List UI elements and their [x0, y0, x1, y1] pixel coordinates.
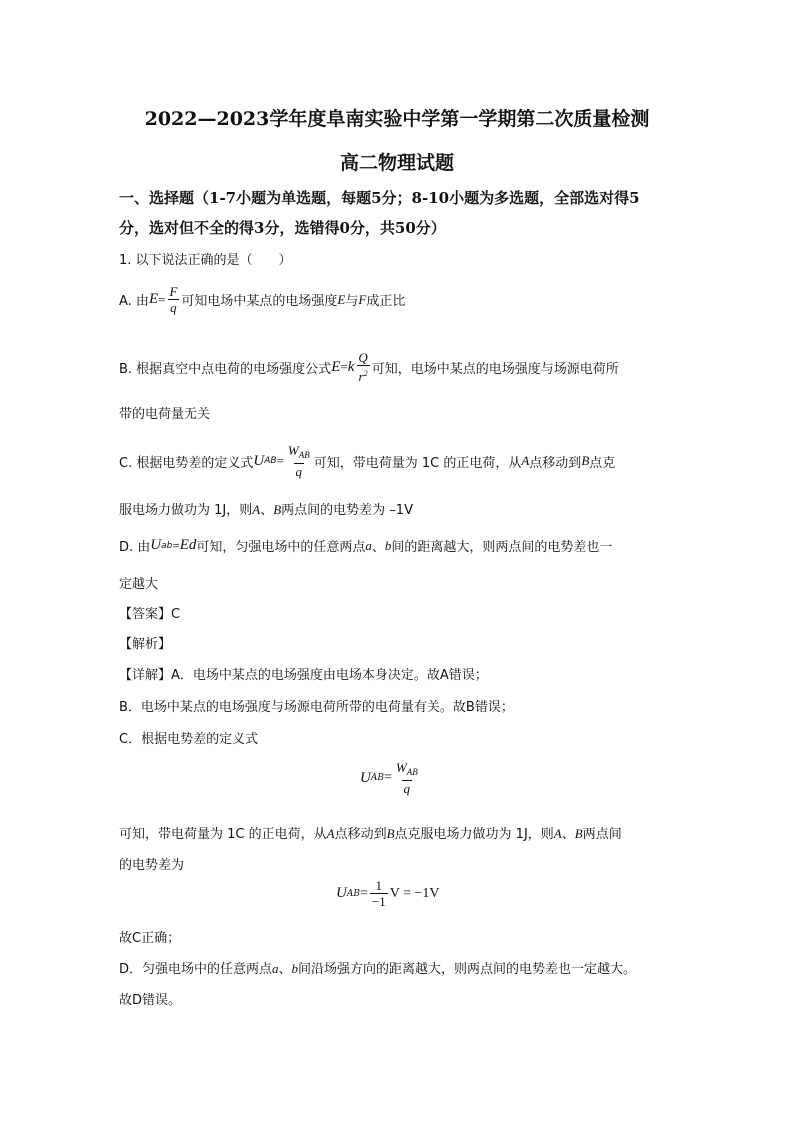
option-b-den-wrap [357, 365, 370, 384]
option-a-var2: F [358, 291, 367, 307]
detail-a [119, 664, 488, 683]
detail-c-var-b2: B [574, 826, 583, 841]
option-b-fraction [356, 350, 369, 384]
detail-a-text: A．电场中某点的电场强度由电场本身决定。故A错误； [171, 668, 488, 683]
option-c-eq: = [276, 453, 284, 468]
option-a [119, 284, 405, 315]
option-b-num: Q [358, 350, 368, 365]
option-a-suffix3: 成正比 [366, 294, 406, 309]
option-c-cont-a: A [252, 502, 261, 517]
option-c-lhs: U [253, 452, 265, 469]
option-c-cont2: 两点间的电势差为 –1V [281, 503, 413, 518]
option-c [119, 443, 615, 479]
option-b-lhs: E [331, 358, 341, 375]
option-c-suffix3: 点克 [589, 455, 616, 471]
option-a-fraction [167, 284, 179, 315]
formula-1-num-sub: AB [406, 767, 418, 777]
option-b-eq: = [340, 359, 348, 374]
exam-title: 2022—2023学年度阜南实验中学第一学期第二次质量检测 [144, 108, 650, 130]
exam-subtitle: 高二物理试题 [339, 152, 454, 174]
question-stem: 1. 以下说法正确的是（ ） [119, 253, 292, 268]
option-c-num: W [287, 443, 299, 458]
option-c-var-a: A [521, 453, 530, 468]
formula-1-num-wrap [394, 760, 420, 780]
formula-1 [360, 760, 422, 796]
option-d-lhs-sub: ab [161, 540, 173, 551]
option-c-den: q [295, 464, 303, 479]
option-c-prefix: C. 根据电势差的定义式 [119, 455, 254, 471]
option-a-suffix1: 可知电场中某点的电场强度 [181, 294, 338, 309]
detail-d-var-b: b [291, 961, 299, 976]
detail-d-var-a: a [272, 961, 279, 976]
answer-label: 【答案】C [119, 607, 181, 622]
formula-2-fraction [370, 878, 388, 909]
detail-c-sep: 、 [561, 827, 575, 842]
option-d-lhs: U [150, 537, 162, 553]
option-d-prefix: D. 由 [119, 540, 151, 555]
option-c-num-wrap [286, 443, 312, 463]
formula-1-eq: = [383, 770, 392, 785]
option-b [119, 350, 619, 384]
detail-d-a: D．匀强电场中的任意两点 [119, 962, 273, 977]
option-d-var-a: a [365, 537, 372, 553]
option-d [119, 536, 612, 555]
detail-c: C．根据电势差的定义式 [119, 732, 259, 747]
option-c-cont1: 服电场力做功为 1J，则 [119, 503, 253, 518]
option-b-continuation: 带的电荷量无关 [119, 407, 211, 422]
option-d-eq: = [172, 537, 180, 553]
option-c-suffix1: 可知，带电荷量为 1C 的正电荷，从 [313, 455, 522, 471]
formula-2-eq: = [359, 885, 368, 901]
option-c-num-sub: AB [298, 450, 310, 460]
formula-2 [336, 878, 439, 909]
option-c-continuation [119, 499, 413, 518]
formula-2-den: −1 [371, 894, 386, 909]
formula-2-lhs-sub: AB [346, 888, 360, 899]
detail-c-text1-b: 点移动到 [334, 827, 387, 842]
formula-1-lhs: U [360, 769, 371, 786]
option-d-var-b: b [384, 537, 392, 553]
option-d-suffix2: 间的距离越大，则两点间的电势差也一 [391, 540, 613, 555]
detail-label: 【详解】 [119, 668, 172, 683]
option-d-continuation: 定越大 [119, 577, 159, 592]
option-c-var-b: B [581, 453, 590, 468]
option-a-prefix: A. 由 [119, 294, 149, 309]
detail-c-var-a: A [326, 826, 335, 841]
detail-d [119, 958, 636, 977]
detail-b: B．电场中某点的电场强度与场源电荷所带的电荷量有关。故B错误； [119, 700, 514, 715]
option-a-eq: = [158, 291, 166, 307]
option-a-suffix2: 与 [345, 294, 359, 309]
section-heading-line2: 分，选对但不全的得3分，选错得0分，共50分） [119, 219, 446, 237]
section-heading-line1: 一、选择题（1-7小题为单选题，每题5分；8-10小题为多选题，全部选对得5 [119, 189, 640, 207]
formula-1-fraction [394, 760, 420, 796]
option-a-lhs: E [148, 291, 159, 307]
option-d-sep: 、 [371, 540, 385, 555]
option-b-suffix: 可知，电场中某点的电场强度与场源电荷所 [371, 361, 619, 377]
formula-2-num: 1 [375, 878, 383, 893]
formula-1-den: q [403, 781, 411, 796]
detail-d-b: 间沿场强方向的距离越大，则两点间的电势差也一定越大。 [298, 962, 637, 977]
option-b-k: k [347, 358, 355, 375]
detail-c-conclusion: 故C正确； [119, 931, 181, 946]
detail-d-conclusion: 故D错误。 [119, 993, 182, 1008]
option-a-den: q [170, 300, 177, 315]
detail-c-text1-a: 可知，带电荷量为 1C 的正电荷，从 [119, 827, 327, 842]
detail-c-text1 [119, 823, 622, 842]
option-c-fraction [286, 443, 312, 479]
detail-c-text2: 的电势差为 [119, 858, 185, 873]
formula-1-num: W [395, 760, 407, 775]
option-b-den-sup: 2 [363, 369, 368, 378]
option-c-suffix2: 点移动到 [529, 455, 582, 471]
option-c-lhs-sub: AB [264, 456, 277, 466]
option-d-suffix1: 可知，匀强电场中的任意两点 [196, 540, 366, 555]
analysis-label: 【解析】 [119, 637, 172, 652]
formula-2-lhs: U [336, 885, 347, 901]
detail-c-var-b: B [386, 826, 395, 841]
option-b-prefix: B. 根据真空中点电荷的电场强度公式 [119, 361, 332, 377]
detail-c-var-a2: A [553, 826, 562, 841]
formula-2-rest: V = −1V [389, 885, 440, 901]
detail-c-text1-c: 点克服电场力做功为 1J，则 [394, 827, 554, 842]
detail-d-sep: 、 [278, 962, 292, 977]
formula-1-lhs-sub: AB [370, 773, 384, 783]
option-a-num: F [169, 284, 178, 299]
option-a-var1: E [337, 291, 346, 307]
option-c-cont-b: B [273, 502, 282, 517]
option-c-cont-sep: 、 [260, 503, 274, 518]
option-d-rhs: Ed [179, 537, 197, 553]
detail-c-text1-d: 两点间 [582, 827, 622, 842]
option-b-den: r [358, 369, 364, 384]
